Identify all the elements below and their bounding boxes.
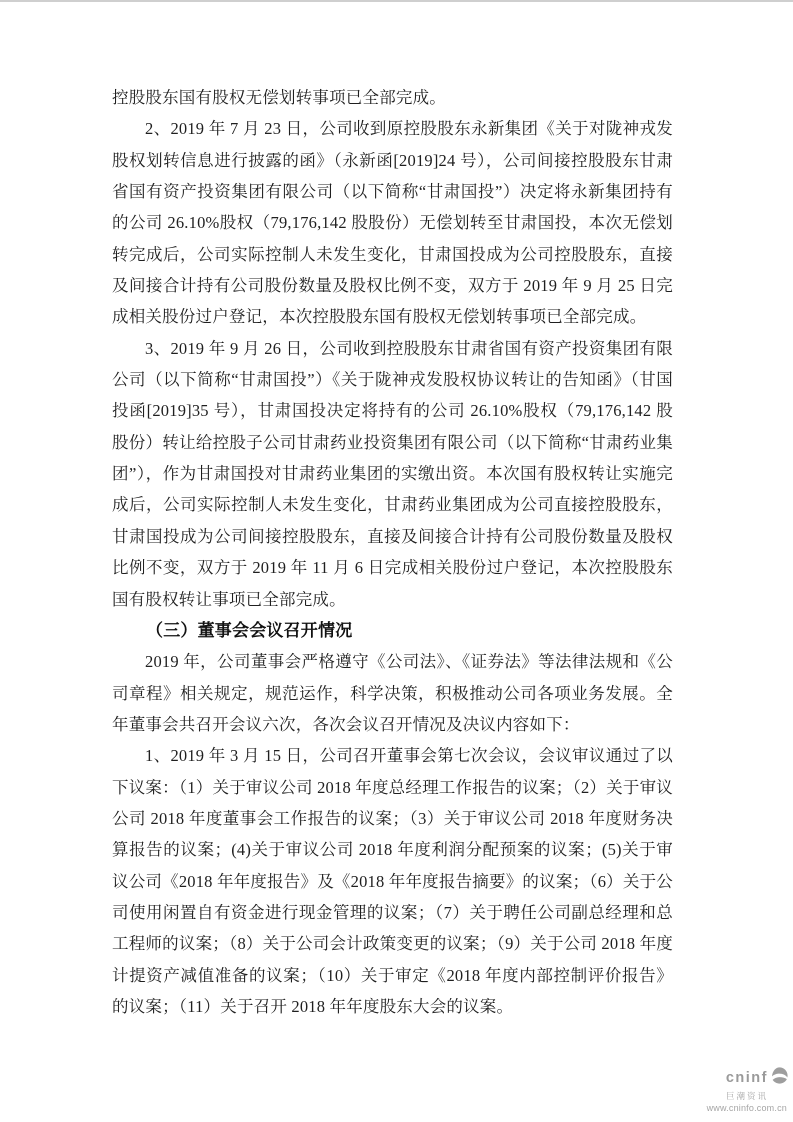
cninfo-logo-caption: 巨潮资讯 [725, 1091, 768, 1101]
document-content [112, 82, 673, 1022]
paragraph-continuation: 控股股东国有股权无偿划转事项已全部完成。 [112, 88, 446, 107]
paragraph-item-3: 3、2019 年 9 月 26 日，公司收到控股股东甘肃省国有资产投资集团有限公司（以下简称“甘肃国投”）《关于陇神戎发股权协议转让的告知函》（甘国投函[2019]35 号），甘肃国投决定将持有的公司 26.10%股权（79,176,142 股股份）转让给控股子公司甘肃药业投资集团有限公司（以下简称“甘肃药业集团”），作为甘肃国投对甘肃药业集团的实缴出资。本次国有股权转让实施完成后，公司实际控制人未发生变化，甘肃药业集团成为公司直接控股股东，甘肃国投成为公司间接控股股东，直接及间接合计持有公司股份数量及股权比例不变，双方于 2019 年 11 月 6 日完成相关股份过户登记，本次控股股东国有股权转让事项已全部完成。 [112, 338, 673, 609]
paragraph-item-2: 2、2019 年 7 月 23 日，公司收到原控股股东永新集团《关于对陇神戎发股权划转信息进行披露的函》（永新函[2019]24 号），公司间接控股股东甘肃省国有资产投资集团有限公司（以下简称“甘肃国投”）决定将永新集团持有的公司 26.10%股权（79,176,142 股股份）无偿划转至甘肃国投，本次无偿划转完成后，公司实际控制人未发生变化，甘肃国投成为公司控股股东，直接及间接合计持有公司股份数量及股权比例不变，双方于 2019 年 9 月 25 日完成相关股份过户登记，本次控股股东国有股权无偿划转事项已全部完成。 [112, 119, 673, 327]
paragraph-meeting-1: 1、2019 年 3 月 15 日，公司召开董事会第七次会议，会议审议通过了以下议案：（1）关于审议公司 2018 年度总经理工作报告的议案；（2）关于审议公司 2018 年度董事会工作报告的议案；（3）关于审议公司 2018 年度财务决算报告的议案；(4)关于审议公司 2018 年度利润分配预案的议案；(5)关于审议公司《2018 年年度报告》及《2018 年年度报告摘要》的议案；（6）关于公司使用闲置自有资金进行现金管理的议案；（7）关于聘任公司副总经理和总工程师的议案；（8）关于公司会计政策变更的议案；（9）关于公司 2018 年度计提资产减值准备的议案；（10）关于审定《2018 年度内部控制评价报告》的议案；（11）关于召开 2018 年年度股东大会的议案。 [112, 746, 673, 1016]
section-heading-board-meetings: （三）董事会会议召开情况 [146, 620, 353, 640]
cninfo-logo-url: www.cninfo.com.cn [706, 1103, 787, 1113]
cninfo-logo-row [697, 1066, 789, 1090]
cninfo-logo [697, 1066, 789, 1113]
cninfo-logo-text: cninf [725, 1070, 768, 1086]
cninfo-swirl-icon [770, 1066, 789, 1090]
paragraph-board-overview: 2019 年，公司董事会严格遵守《公司法》、《证券法》等法律法规和《公司章程》相关规定，规范运作，科学决策，积极推动公司各项业务发展。全年董事会共召开会议六次，各次会议召开情况及决议内容如下： [112, 652, 673, 734]
